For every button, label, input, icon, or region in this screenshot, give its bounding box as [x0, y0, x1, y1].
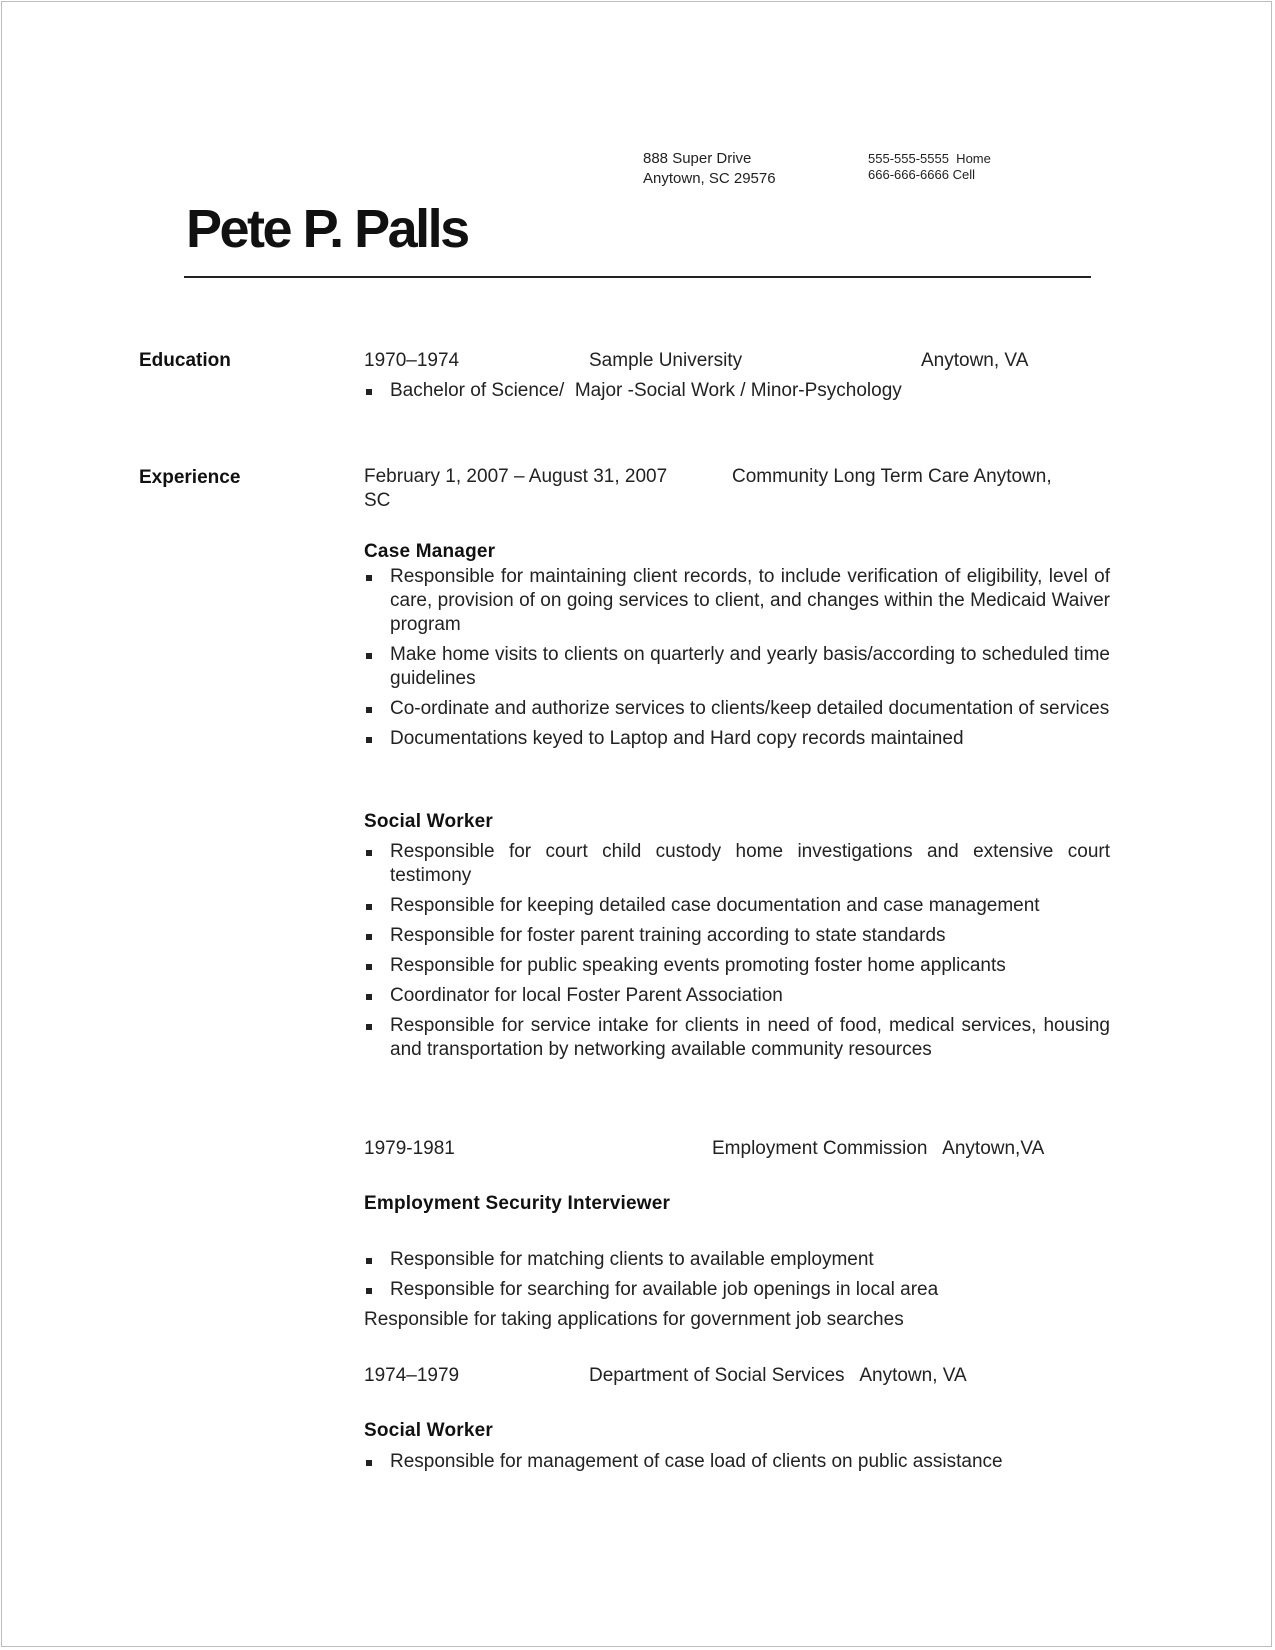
bullet-icon — [366, 850, 372, 856]
list-item: Responsible for public speaking events promoting foster home applicants — [364, 954, 1110, 978]
list-item: Coordinator for local Foster Parent Association — [364, 984, 1110, 1008]
job2-dates: 1979-1981 — [364, 1138, 455, 1159]
job2-employer: Employment Commission Anytown,VA — [712, 1138, 1045, 1159]
list-item: Responsible for matching clients to available employment — [364, 1248, 1110, 1272]
education-details — [364, 379, 1110, 409]
phone-cell: 666-666-6666 Cell — [868, 167, 975, 182]
bullet-icon — [366, 1258, 372, 1264]
job2-extra-duty: Responsible for taking applications for government job searches — [364, 1309, 904, 1330]
education-location: Anytown, VA — [921, 350, 1029, 371]
job3-title: Social Worker — [364, 1420, 493, 1441]
job3-duties — [364, 1450, 1110, 1480]
list-item: Bachelor of Science/ Major -Social Work / Minor-Psychology — [364, 379, 1110, 403]
list-item: Make home visits to clients on quarterly and yearly basis/according to scheduled time guidelines — [364, 643, 1110, 691]
bullet-icon — [366, 904, 372, 910]
bullet-icon — [366, 737, 372, 743]
list-item: Documentations keyed to Laptop and Hard copy records maintained — [364, 727, 1110, 751]
job1-role2-title: Social Worker — [364, 811, 493, 832]
job1-role2-duties — [364, 840, 1110, 1068]
list-item: Responsible for service intake for clients in need of food, medical services, housing and transportation by networking available community resources — [364, 1014, 1110, 1062]
address-block — [643, 149, 776, 189]
education-school: Sample University — [589, 350, 743, 371]
bullet-icon — [366, 653, 372, 659]
bullet-icon — [366, 575, 372, 581]
job1-role1-title: Case Manager — [364, 541, 496, 562]
job1-employer: Community Long Term Care Anytown, — [732, 466, 1052, 487]
bullet-icon — [366, 1288, 372, 1294]
list-item: Responsible for foster parent training according to state standards — [364, 924, 1110, 948]
job1-role1-duties — [364, 565, 1110, 757]
bullet-icon — [366, 964, 372, 970]
list-item: Responsible for management of case load of clients on public assistance — [364, 1450, 1110, 1474]
bullet-icon — [366, 994, 372, 1000]
phone-block — [868, 151, 991, 183]
header-divider — [184, 276, 1091, 278]
address-line-2: Anytown, SC 29576 — [643, 170, 776, 187]
bullet-icon — [366, 1024, 372, 1030]
bullet-icon — [366, 934, 372, 940]
list-item: Responsible for searching for available job openings in local area — [364, 1278, 1110, 1302]
list-item: Responsible for maintaining client records, to include verification of eligibility, level of care, provision of on going services to client, and changes within the Medicaid Waiver program — [364, 565, 1110, 637]
job1-employer-cont: SC — [364, 490, 391, 511]
list-item: Responsible for keeping detailed case documentation and case management — [364, 894, 1110, 918]
education-heading: Education — [139, 350, 231, 371]
job1-dates: February 1, 2007 – August 31, 2007 — [364, 466, 668, 487]
bullet-icon — [366, 1460, 372, 1466]
bullet-icon — [366, 707, 372, 713]
address-line-1: 888 Super Drive — [643, 150, 752, 167]
list-item: Co-ordinate and authorize services to clients/keep detailed documentation of services — [364, 697, 1110, 721]
list-item: Responsible for court child custody home investigations and extensive court testimony — [364, 840, 1110, 888]
candidate-name: Pete P. Palls — [186, 199, 468, 259]
bullet-icon — [366, 389, 372, 395]
job2-title: Employment Security Interviewer — [364, 1193, 671, 1214]
job2-duties — [364, 1248, 1110, 1308]
job3-employer: Department of Social Services Anytown, VA — [589, 1365, 967, 1386]
job3-dates: 1974–1979 — [364, 1365, 460, 1386]
education-years: 1970–1974 — [364, 350, 460, 371]
phone-home: 555-555-5555 Home — [868, 151, 991, 166]
experience-heading: Experience — [139, 467, 241, 488]
